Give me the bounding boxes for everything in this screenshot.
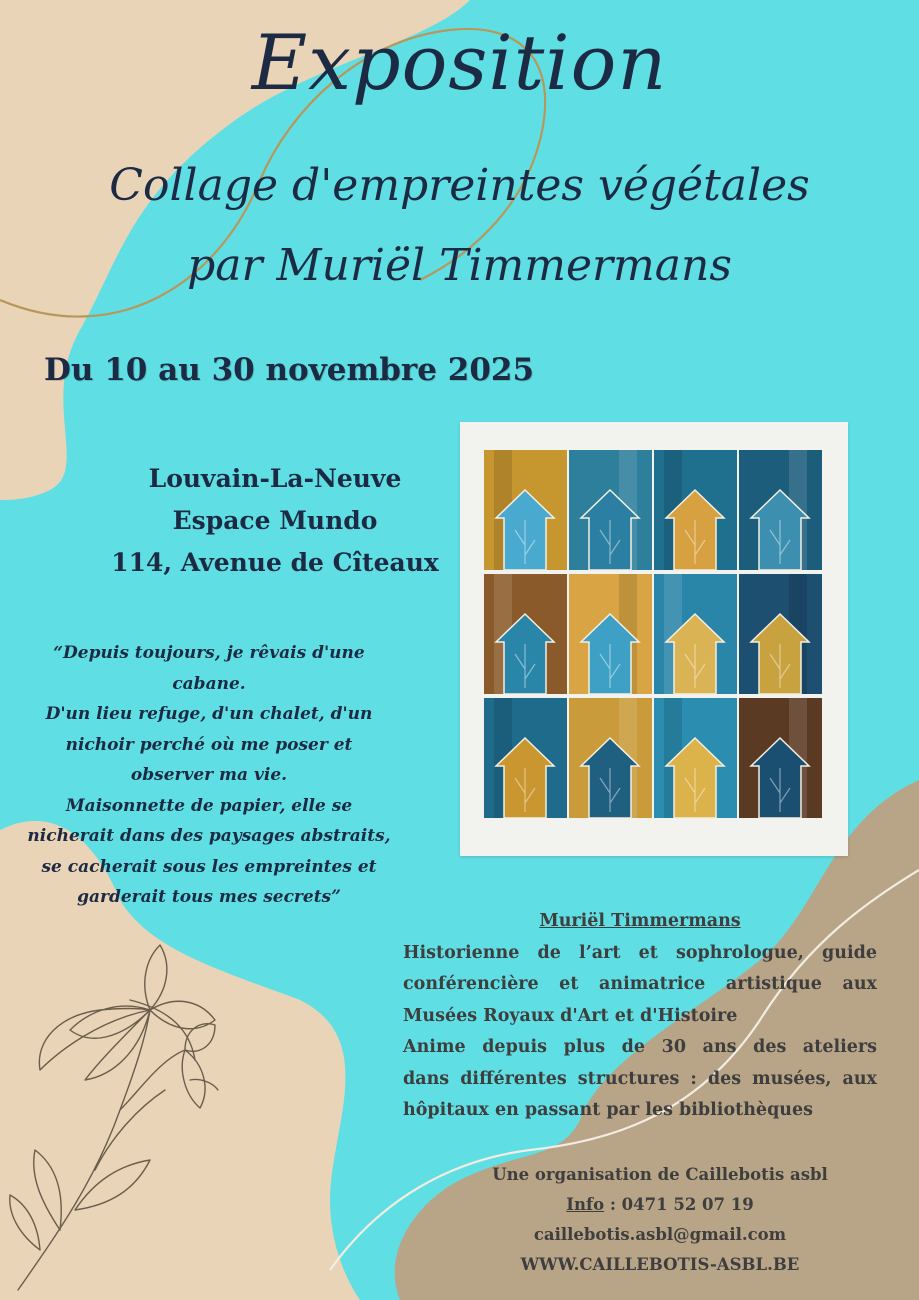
bio-line: Anime depuis plus de 30 ans des ateliers — [403, 1037, 877, 1057]
venue-city: Louvain-La-Neuve — [148, 464, 402, 493]
contact-block — [440, 1160, 880, 1280]
artwork-image — [460, 422, 848, 856]
exhibition-dates: Du 10 au 30 novembre 2025 — [44, 352, 535, 388]
venue-block — [100, 458, 450, 584]
quote-line: D'un lieu refuge, d'un chalet, d'un — [45, 704, 373, 724]
venue-place: Espace Mundo — [172, 506, 378, 535]
website-link[interactable]: WWW.CAILLEBOTIS-ASBL.BE — [520, 1255, 800, 1274]
quote-line: cabane. — [172, 673, 246, 694]
email-link[interactable]: caillebotis.asbl@gmail.com — [533, 1225, 787, 1244]
organizer-text: Une organisation de Caillebotis asbl — [492, 1165, 828, 1184]
info-label: Info — [566, 1195, 605, 1214]
quote-line: Maisonnette de papier, elle se — [65, 795, 353, 816]
bio-line: conférencière et animatrice artistique aux — [403, 974, 877, 994]
collage-houses-artwork — [460, 422, 848, 856]
exhibition-title: Exposition — [251, 18, 668, 107]
venue-address: 114, Avenue de Cîteaux — [111, 548, 439, 577]
subtitle-line-1: Collage d'empreintes végétales — [109, 160, 810, 211]
quote-line: nichoir perché où me poser et — [65, 734, 353, 755]
phone-line — [440, 1190, 880, 1220]
quote-line: garderait tous mes secrets” — [77, 887, 341, 907]
bio-line: hôpitaux en passant par les bibliothèques — [403, 1100, 814, 1120]
quote-line: nicherait dans des paysages abstraits, — [27, 826, 391, 846]
bio-line: Musées Royaux d'Art et d'Histoire — [403, 1005, 738, 1026]
artist-bio — [403, 906, 877, 1127]
bio-line: Historienne de l’art et sophrologue, guide — [403, 942, 877, 963]
quote-line: observer ma vie. — [130, 765, 288, 785]
bio-artist-name: Muriël Timmermans — [539, 911, 741, 931]
quote-line: “Depuis toujours, je rêvais d'une — [53, 643, 365, 663]
artist-quote — [14, 638, 404, 913]
bio-line: dans différentes structures : des musées, aux — [403, 1068, 877, 1089]
quote-line: se cacherait sous les empreintes et — [41, 856, 377, 877]
phone-number[interactable]: : 0471 52 07 19 — [604, 1195, 754, 1214]
subtitle-line-2: par Muriël Timmermans — [187, 240, 732, 291]
